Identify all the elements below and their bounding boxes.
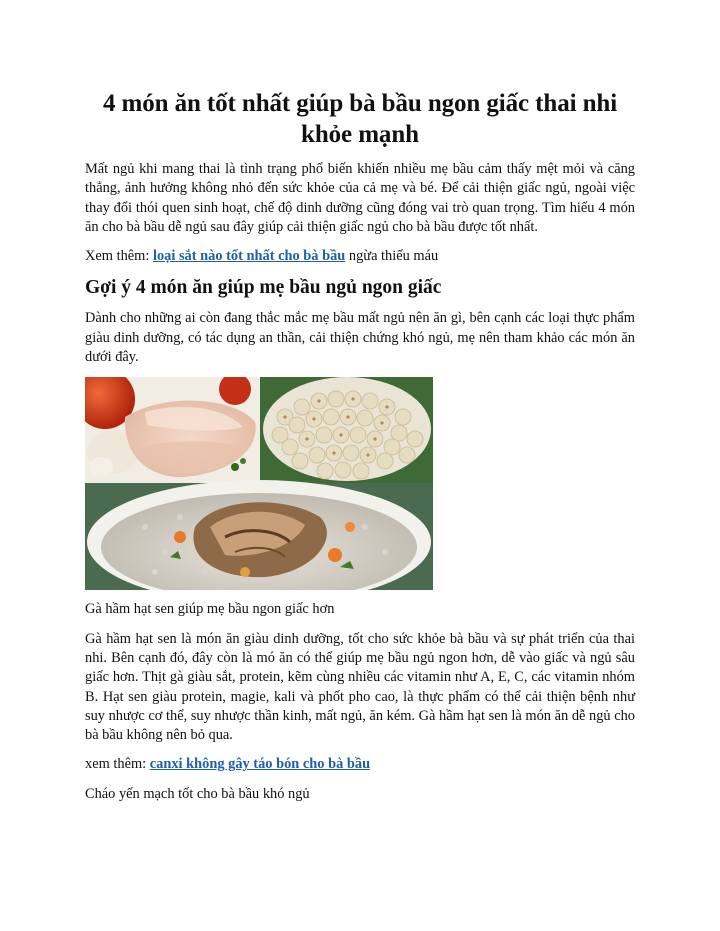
lotus-seeds-photo — [260, 377, 433, 483]
intro-paragraph: Mất ngủ khi mang thai là tình trạng phổ biến khiến nhiều mẹ bầu cảm thấy mệt mỏi và căng thẳng, ảnh hưởng không nhỏ đến sức khỏe của cả mẹ và bé. Để cải thiện giấc ngủ, ngoài việc thay đổi thói quen sinh hoạt, chế độ dinh dưỡng cũng đóng vai trò quan trọng. Tìm hiểu 4 món ăn cho bà bầu dễ ngủ sau đây giúp cải thiện giấc ngủ cho bà bầu được tốt nhất. — [85, 161, 635, 235]
see-more-prefix: Xem thêm: — [85, 248, 153, 265]
section-heading: Gợi ý 4 món ăn giúp mẹ bầu ngủ ngon giấc — [85, 277, 442, 299]
image-caption: Gà hầm hạt sen giúp mẹ bầu ngon giấc hơn — [85, 601, 335, 618]
chicken-porridge-photo — [85, 480, 433, 590]
food-photo-collage — [85, 377, 433, 590]
see-more-suffix: ngừa thiếu máu — [345, 248, 439, 265]
next-item-line: Cháo yến mạch tốt cho bà bầu khó ngủ — [85, 785, 310, 802]
chicken-breast-photo — [85, 377, 260, 483]
article-title: 4 món ăn tốt nhất giúp bà bầu ngon giấc thai nhi khỏe mạnh — [102, 90, 618, 148]
see-more-prefix-2: xem thêm: — [85, 756, 150, 773]
iron-supplement-link[interactable]: loại sắt nào tốt nhất cho bà bầu — [152, 248, 346, 265]
body-paragraph: Gà hầm hạt sen là món ăn giàu dinh dưỡng, tốt cho sức khỏe bà bầu và sự phát triển của thai nhi. Bên cạnh đó, đây còn là mó ăn có thể giúp mẹ bầu ngủ ngon hơn, dễ vào giấc và ngủ sâu giấc hơn. Thịt gà giàu sắt, protein, kẽm cùng nhiều các vitamin như A, E, C, các vitamin nhóm B. Hạt sen giàu protein, magie, kali và phốt pho cao, là thực phẩm có thể cải thiện bệnh như suy nhược cơ thể, suy nhược thần kinh, mất ngủ, ăn kém. Gà hầm hạt sen là món ăn dễ ngủ cho bà bầu không nên bỏ qua. — [85, 630, 635, 744]
see-more-line-1 — [85, 247, 635, 266]
calcium-supplement-link[interactable]: canxi không gây táo bón cho bà bầu — [149, 756, 371, 773]
document-page — [85, 88, 635, 814]
section-intro-paragraph: Dành cho những ai còn đang thắc mắc mẹ bầu mất ngủ nên ăn gì, bên cạnh các loại thực phẩm giàu dinh dưỡng, có tác dụng an thần, cải thiện chứng khó ngủ, mẹ nên tham khảo các món ăn dưới đây. — [85, 310, 635, 366]
see-more-line-2 — [85, 755, 635, 774]
